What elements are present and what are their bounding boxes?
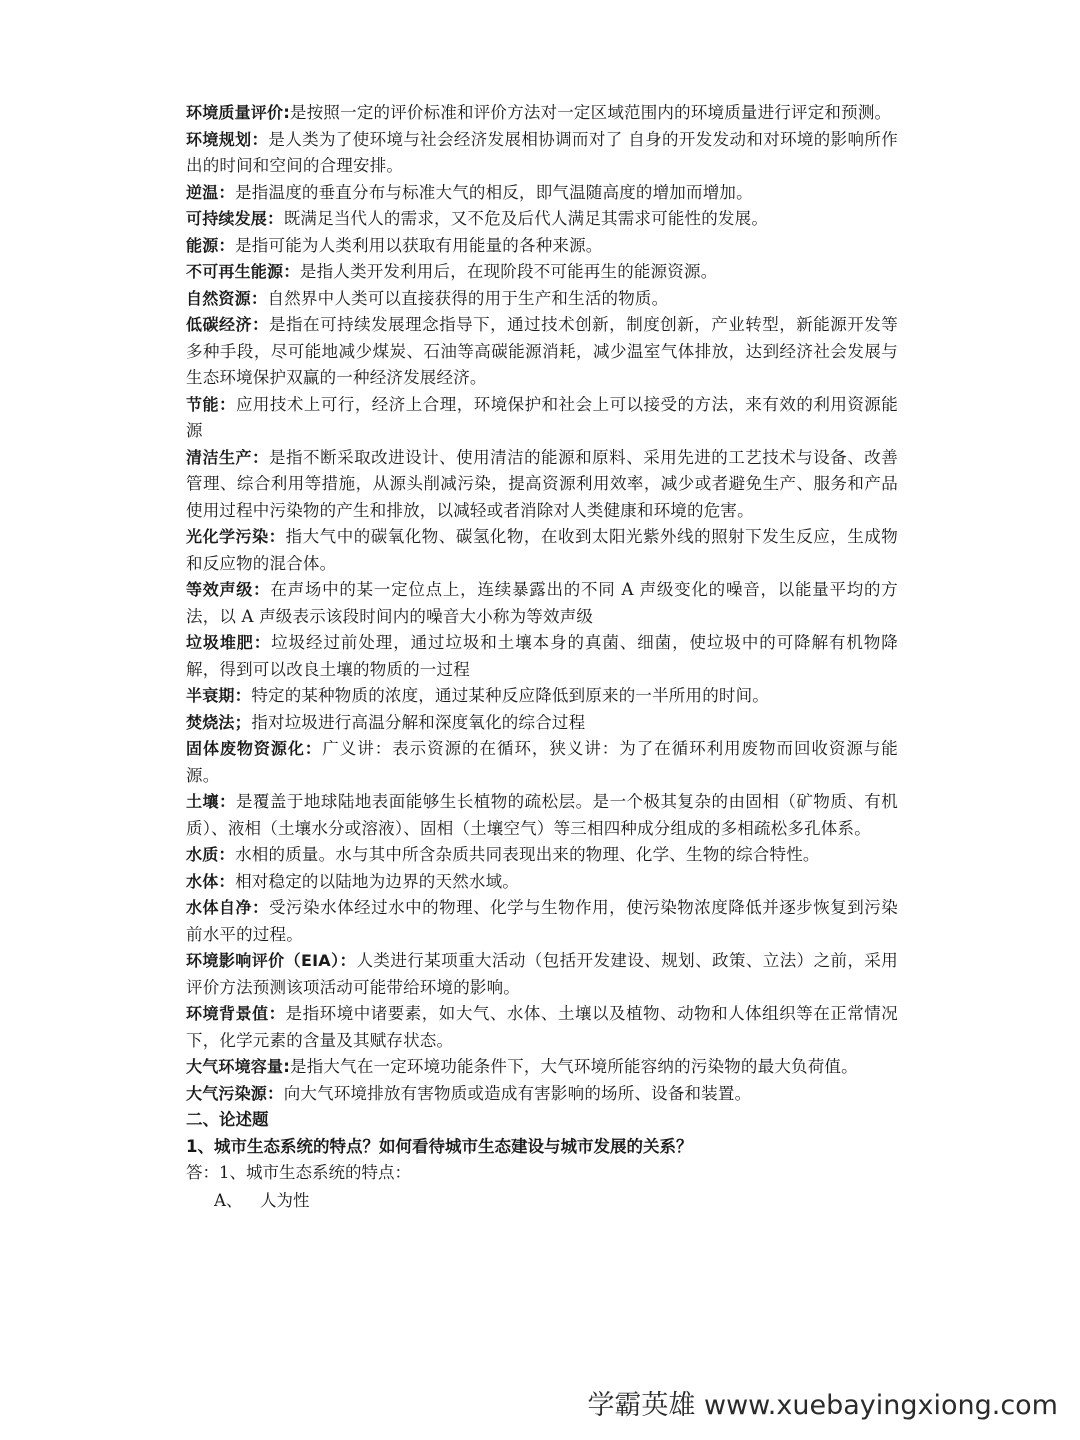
definition-entry bbox=[186, 710, 898, 737]
definition-term: 节能 bbox=[186, 394, 219, 414]
definition-entry bbox=[186, 895, 898, 948]
definition-term: 可持续发展 bbox=[186, 209, 268, 228]
definitions-list bbox=[186, 100, 898, 1107]
definition-term: 大气污染源 bbox=[186, 1083, 268, 1103]
definition-term: 环境规划 bbox=[186, 129, 252, 149]
answer-subpoint bbox=[214, 1187, 898, 1215]
definition-separator: ： bbox=[218, 792, 236, 811]
definition-entry bbox=[186, 577, 898, 630]
definition-text: 是指人类开发利用后，在现阶段不可能再生的能源资源。 bbox=[299, 262, 718, 281]
definition-entry bbox=[186, 206, 898, 233]
definition-text: 向大气环境排放有害物质或造成有害影响的场所、设备和装置。 bbox=[283, 1083, 752, 1103]
definition-entry bbox=[186, 392, 898, 445]
definition-separator: ： bbox=[304, 739, 323, 758]
definition-separator: ： bbox=[283, 262, 300, 281]
definition-text: 应用技术上可行，经济上合理，环境保护和社会上可以接受的方法，来有效的利用资源能源 bbox=[186, 394, 898, 440]
definition-entry bbox=[186, 259, 898, 286]
definition-text: 相对稳定的以陆地为边界的天然水域。 bbox=[235, 871, 520, 891]
subpoint-label: A、 bbox=[214, 1190, 243, 1210]
definition-term: 等效声级 bbox=[186, 580, 254, 599]
definition-entry bbox=[186, 1081, 898, 1108]
definition-entry bbox=[186, 1054, 898, 1081]
definition-entry bbox=[186, 127, 898, 180]
definition-text: 是指不断采取改进设计、使用清洁的能源和原料、采用先进的工艺技术与设备、改善管理、综合利用等措施，从源头削减污染，提高资源利用效率，减少或者避免生产、服务和产品使用过程中污染物的产生和排放，以减轻或者消除对人类健康和环境的危害。 bbox=[186, 447, 898, 520]
definition-term: 不可再生能源 bbox=[186, 262, 284, 281]
definition-entry bbox=[186, 445, 898, 525]
definition-entry bbox=[186, 524, 898, 577]
definition-separator: ： bbox=[253, 633, 272, 652]
definition-text: 是人类为了使环境与社会经济发展相协调而对了 自身的开发发动和对环境的影响所作出的时间和空间的合理安排。 bbox=[186, 129, 898, 175]
definition-term: 固体废物资源化 bbox=[186, 739, 305, 758]
definition-separator: ： bbox=[218, 394, 236, 414]
definition-term: 低碳经济 bbox=[186, 315, 253, 334]
definition-entry bbox=[186, 736, 898, 789]
definition-term: 环境质量评价 bbox=[186, 103, 284, 122]
definition-term: 环境背景值 bbox=[186, 1004, 269, 1023]
definition-text: 广义讲：表示资源的在循环，狭义讲：为了在循环利用废物而回收资源与能源。 bbox=[186, 739, 899, 785]
definition-text: 是指在可持续发展理念指导下，通过技术创新，制度创新，产业转型，新能源开发等多种手段，尽可能地减少煤炭、石油等高碳能源消耗，减少温室气体排放，达到经济社会发展与生态环境保护双赢的一种经济发展经济。 bbox=[186, 315, 898, 387]
definition-entry bbox=[186, 842, 898, 869]
definition-text: 自然界中人类可以直接获得的用于生产和生活的物质。 bbox=[267, 288, 669, 308]
definition-separator: ： bbox=[268, 527, 286, 546]
definition-entry bbox=[186, 100, 898, 127]
definition-separator: : bbox=[283, 1057, 291, 1076]
question-heading: 1、城市生态系统的特点？如何看待城市生态建设与城市发展的关系？ bbox=[186, 1136, 693, 1156]
definition-separator: ： bbox=[339, 951, 357, 970]
definition-text: 是按照一定的评价标准和评价方法对一定区域范围内的环境质量进行评定和预测。 bbox=[290, 103, 892, 122]
definition-term: 垃圾堆肥 bbox=[186, 633, 254, 652]
section-title: 二、论述题 bbox=[186, 1110, 269, 1129]
definition-term: 能源 bbox=[186, 235, 219, 255]
definition-separator: ： bbox=[218, 845, 236, 864]
definition-separator: ： bbox=[250, 288, 268, 308]
definition-separator: ： bbox=[234, 686, 252, 705]
definition-text: 是指大气在一定环境功能条件下，大气环境所能容纳的污染物的最大负荷值。 bbox=[290, 1057, 858, 1076]
definition-separator: ： bbox=[253, 580, 271, 599]
definition-entry bbox=[186, 789, 898, 842]
definition-separator: ： bbox=[218, 871, 236, 891]
definition-text: 垃圾经过前处理，通过垃圾和土壤本身的真菌、细菌，使垃圾中的可降解有机物降解，得到可以改良土壤的物质的一过程 bbox=[186, 633, 898, 679]
subpoint-text: 人为性 bbox=[260, 1190, 310, 1210]
definition-term: 水质 bbox=[186, 845, 219, 864]
definition-text: 是指可能为人类利用以获取有用能量的各种来源。 bbox=[235, 235, 603, 255]
definition-term: 焚烧法 bbox=[186, 712, 235, 732]
definition-text: 在声场中的某一定位点上，连续暴露出的不同 A 声级变化的噪音，以能量平均的方法，以 A 声级表示该段时间内的噪音大小称为等效声级 bbox=[186, 580, 898, 626]
document-page bbox=[186, 100, 898, 1215]
definition-text: 水相的质量。水与其中所含杂质共同表现出来的物理、化学、生物的综合特性。 bbox=[235, 845, 820, 864]
definition-text: 受污染水体经过水中的物理、化学与生物作用，使污染物浓度降低并逐步恢复到污染前水平的过程。 bbox=[186, 898, 898, 944]
definition-separator: ： bbox=[268, 1004, 286, 1023]
definition-entry bbox=[186, 233, 898, 260]
definition-term: 自然资源 bbox=[186, 288, 251, 308]
definition-separator: : bbox=[283, 103, 291, 122]
definition-text: 是指环境中诸要素，如大气、水体、土壤以及植物、动物和人体组织等在正常情况下，化学元素的含量及其赋存状态。 bbox=[186, 1004, 899, 1050]
definition-entry bbox=[186, 869, 898, 896]
definition-entry bbox=[186, 286, 898, 313]
definition-entry bbox=[186, 1001, 898, 1054]
definition-entry bbox=[186, 180, 898, 207]
definition-separator: ： bbox=[218, 182, 236, 202]
definition-text: 指对垃圾进行高温分解和深度氧化的综合过程 bbox=[251, 712, 586, 732]
definition-entry bbox=[186, 312, 898, 392]
definition-separator: ： bbox=[218, 235, 236, 255]
definition-entry bbox=[186, 683, 898, 710]
definition-term: 光化学污染 bbox=[186, 527, 269, 546]
definition-text: 是指温度的垂直分布与标准大气的相反，即气温随高度的增加而增加。 bbox=[235, 182, 753, 202]
definition-term: 大气环境容量 bbox=[186, 1057, 284, 1076]
definition-text: 既满足当代人的需求，又不危及后代人满足其需求可能性的发展。 bbox=[283, 209, 769, 228]
definition-separator: ： bbox=[252, 447, 270, 467]
definition-separator: ： bbox=[267, 1083, 284, 1103]
definition-term: 土壤 bbox=[186, 792, 219, 811]
definition-term: 环境影响评价（EIA） bbox=[186, 951, 340, 970]
watermark: 学霸英雄 www.xuebayingxiong.com bbox=[587, 1390, 1058, 1421]
definition-text: 人类进行某项重大活动（包括开发建设、规划、政策、立法）之前，采用评价方法预测该项活动可能带给环境的影响。 bbox=[186, 951, 899, 997]
definition-term: 清洁生产 bbox=[186, 447, 253, 467]
definition-separator: ： bbox=[251, 129, 269, 149]
definition-separator: ： bbox=[267, 209, 284, 228]
definition-text: 是覆盖于地球陆地表面能够生长植物的疏松层。是一个极其复杂的由固相（矿物质、有机质）、液相（土壤水分或溶液）、固相（土壤空气）等三相四种成分组成的多相疏松多孔体系。 bbox=[186, 792, 898, 838]
definition-separator: ： bbox=[252, 315, 270, 334]
definition-separator: ： bbox=[252, 898, 270, 917]
definition-separator: ； bbox=[234, 712, 252, 732]
definition-entry bbox=[186, 630, 898, 683]
definition-term: 水体 bbox=[186, 871, 219, 891]
answer-intro: 答：1、城市生态系统的特点： bbox=[186, 1163, 411, 1182]
definition-term: 水体自净 bbox=[186, 898, 253, 917]
definition-text: 特定的某种物质的浓度，通过某种反应降低到原来的一半所用的时间。 bbox=[251, 686, 770, 705]
definition-term: 逆温 bbox=[186, 182, 219, 202]
definition-text: 指大气中的碳氧化物、碳氢化物，在收到太阳光紫外线的照射下发生反应，生成物和反应物的混合体。 bbox=[186, 527, 899, 573]
definition-entry bbox=[186, 948, 898, 1001]
definition-term: 半衰期 bbox=[186, 686, 235, 705]
